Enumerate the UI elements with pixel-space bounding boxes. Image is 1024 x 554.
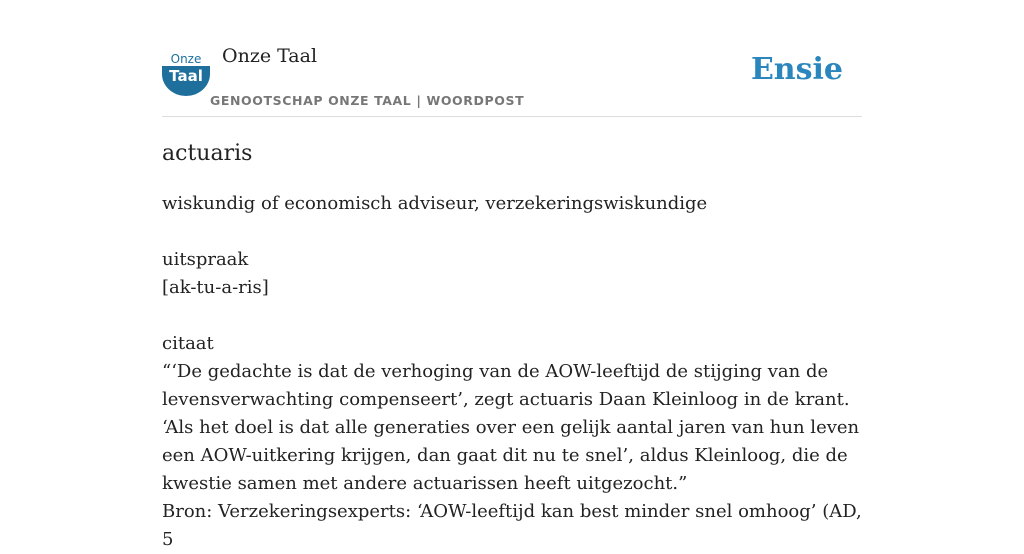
quote-label: citaat	[162, 333, 214, 354]
pronunciation-value: [ak-tu-a-ris]	[162, 277, 269, 298]
site-subtitle[interactable]: GENOOTSCHAP ONZE TAAL | WOORDPOST	[210, 93, 525, 108]
site-name[interactable]: Onze Taal	[222, 45, 318, 67]
quote-source: Bron: Verzekeringsexperts: ‘AOW-leeftijd kan best minder snel omhoog’ (AD, 5	[162, 501, 862, 550]
quote-text: “‘De gedachte is dat de verhoging van de AOW-leeftijd de stijging van de levensverwachting compenseert’, zegt actuaris Daan Kleinloog in de krant. ‘Als het doel is dat alle generaties over een gelijk aantal jaren van hun leven een AOW-uitkering krijgen, dan gaat dit nu te snel’, aldus Kleinloog, die de kwestie samen met andere actuarissen heeft uitgezocht.”	[162, 361, 860, 494]
entry-content	[162, 138, 862, 554]
page	[162, 0, 862, 550]
entry-definition: wiskundig of economisch adviseur, verzekeringswiskundige	[162, 193, 708, 214]
onze-taal-logo-icon	[162, 52, 210, 96]
ensie-brand-link[interactable]: Ensie	[750, 52, 843, 87]
onze-taal-logo[interactable]	[162, 52, 210, 96]
site-header	[162, 44, 862, 117]
logo-line1: Onze	[170, 52, 202, 66]
logo-line2: Taal	[169, 67, 203, 85]
pronunciation-label: uitspraak	[162, 249, 249, 270]
entry-term: actuaris	[162, 141, 253, 166]
